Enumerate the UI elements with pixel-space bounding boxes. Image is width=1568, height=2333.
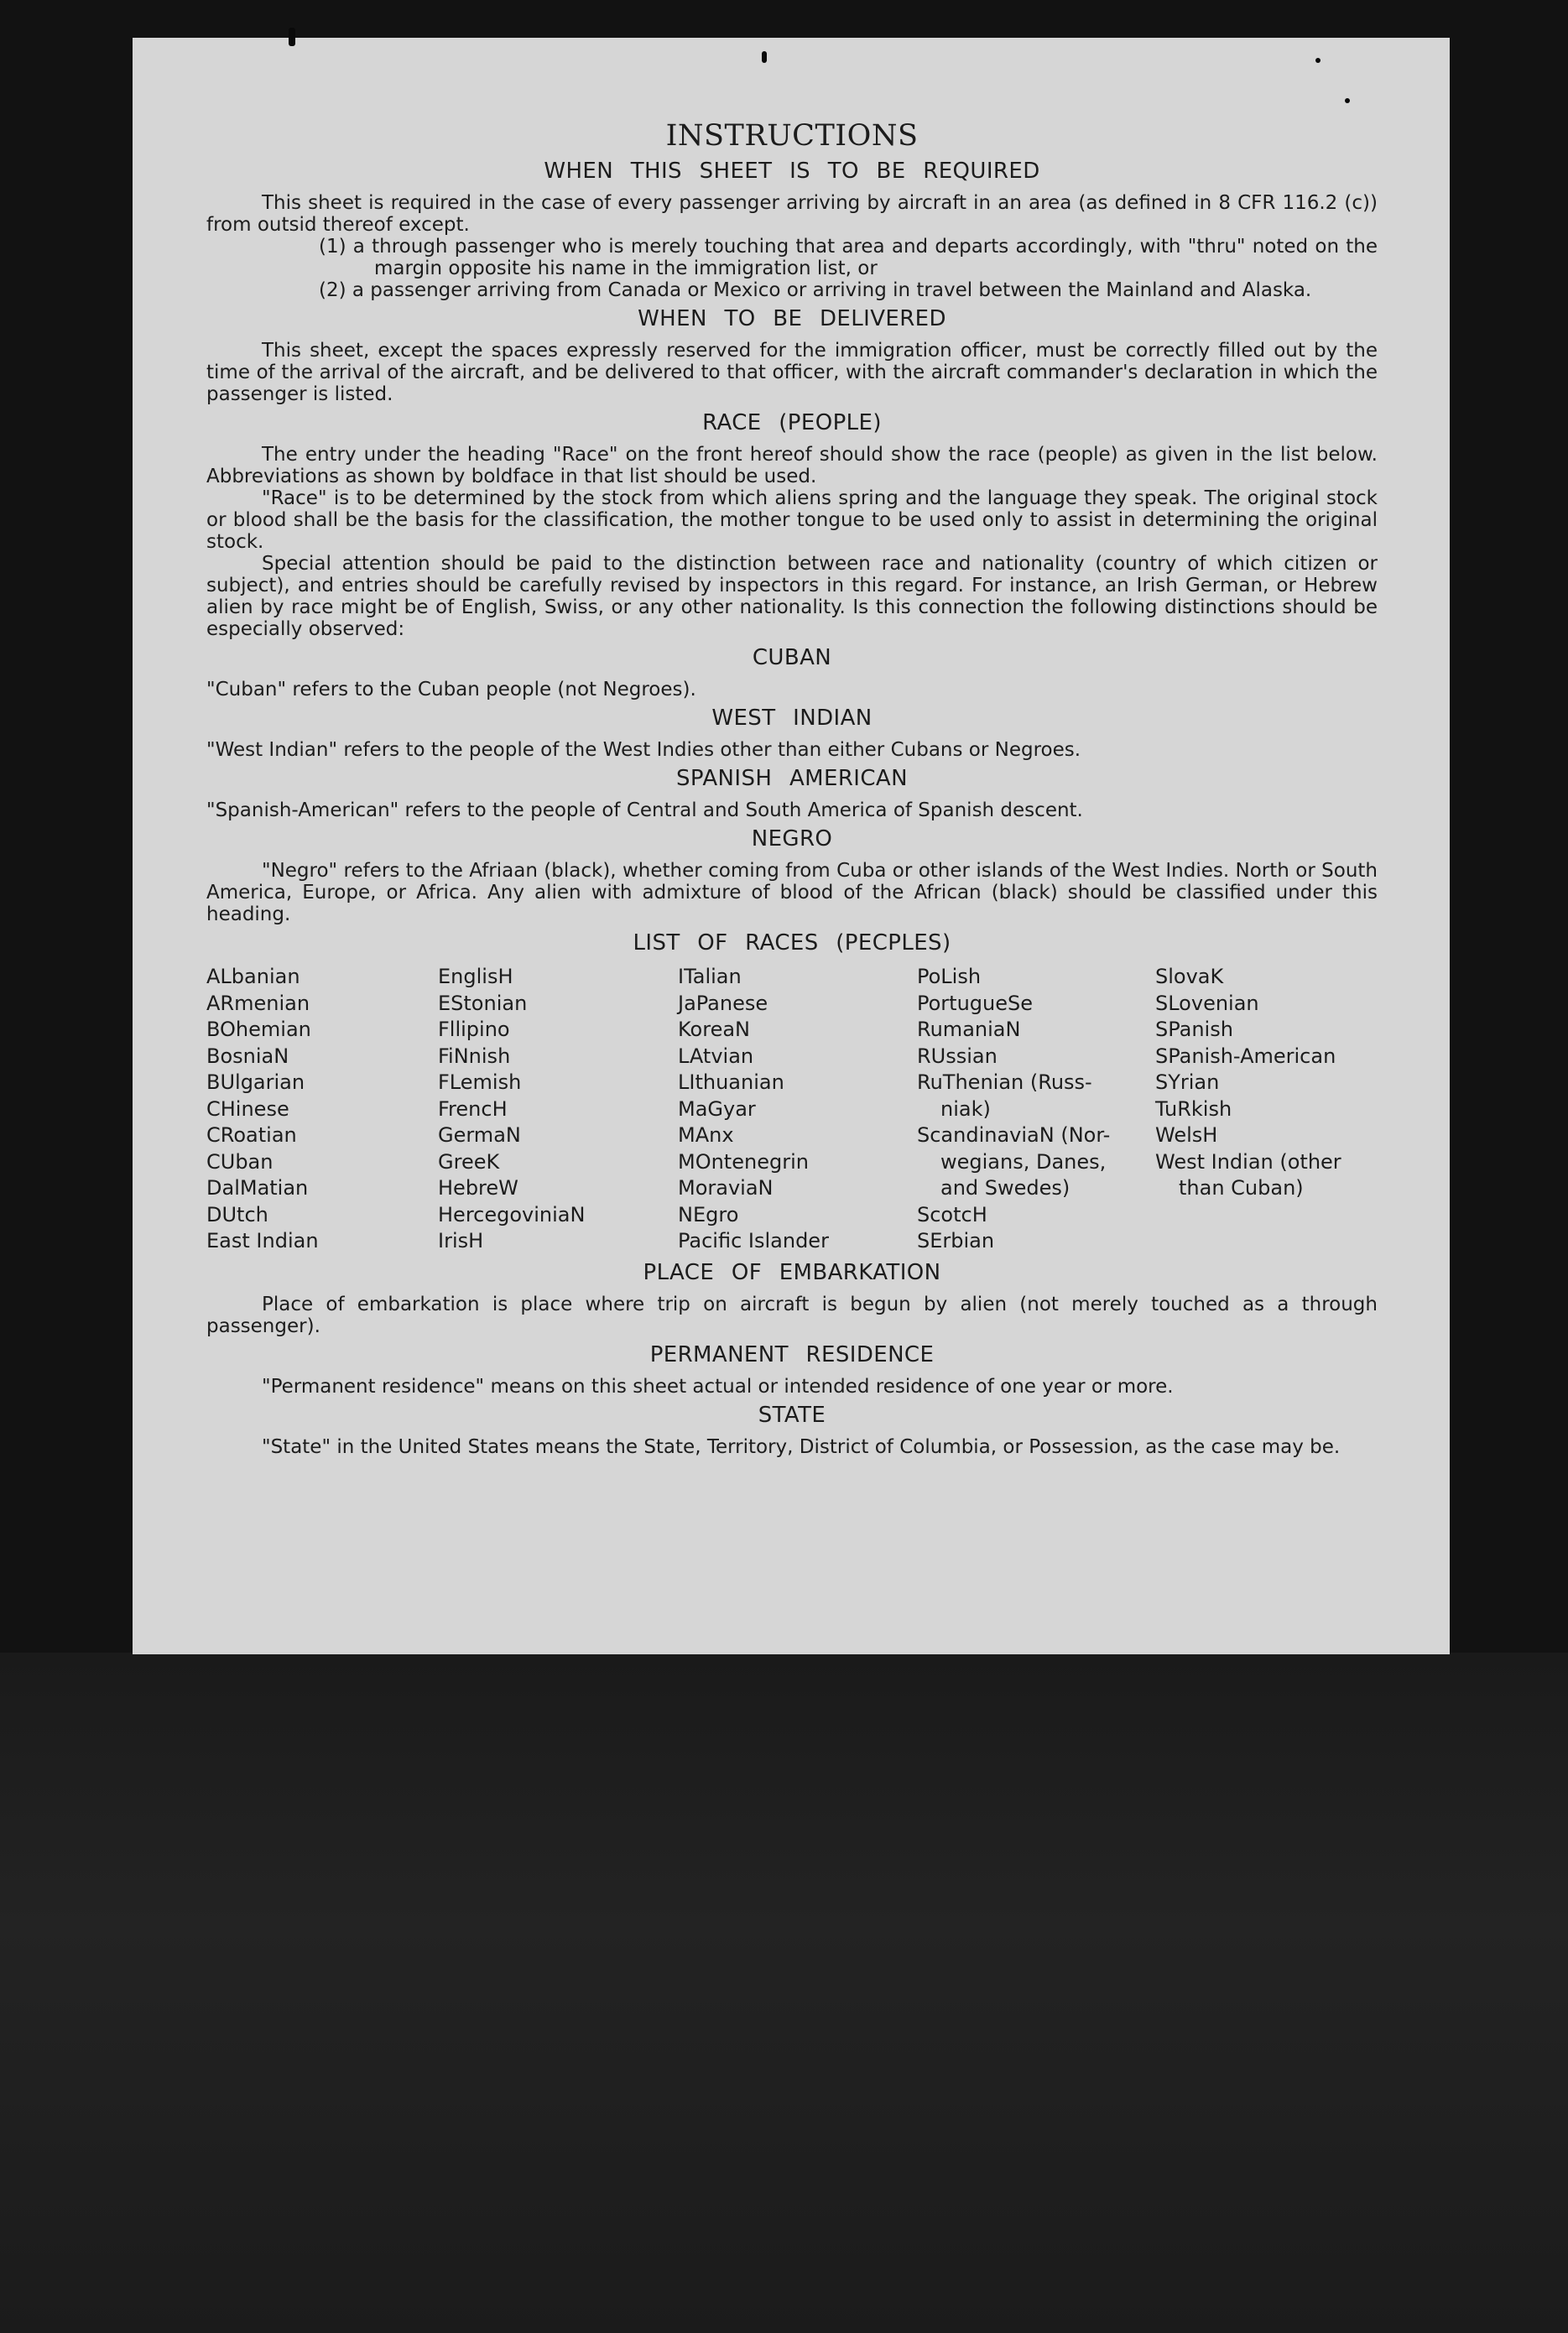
race-entry: SlovaK: [1155, 965, 1224, 988]
race-entry: GreeK: [438, 1149, 500, 1174]
race-entry: EStonian: [438, 991, 528, 1015]
instruction-sheet: [133, 38, 1450, 1654]
race-entry: WelsH: [1155, 1123, 1218, 1147]
paragraph-permanent-residence: "Permanent residence" means on this sheet actual or intended residence of one year or more.: [262, 1375, 1174, 1398]
race-entry: SYrian: [1155, 1070, 1220, 1094]
race-entry: DUtch: [206, 1202, 268, 1226]
heading-spanish-american: SPANISH AMERICAN: [676, 766, 908, 791]
race-entry: CHinese: [206, 1096, 289, 1121]
race-entry: FiNnish: [438, 1044, 511, 1068]
race-entry: JaPanese: [678, 991, 768, 1015]
heading-when-delivered: WHEN TO BE DELIVERED: [638, 306, 946, 331]
scan-speck: [1315, 58, 1321, 63]
race-entry: MaGyar: [678, 1096, 756, 1121]
race-entry: IrisH: [438, 1229, 484, 1252]
paragraph-west-indian: "West Indian" refers to the people of the West Indies other than either Cubans or Negroes.: [206, 739, 1081, 761]
race-entry: MAnx: [678, 1123, 734, 1147]
paragraph-state: "State" in the United States means the State, Territory, District of Columbia, or Possession, as the case may be.: [262, 1435, 1341, 1458]
race-entry: West Indian (other: [1155, 1149, 1341, 1174]
race-entry: East Indian: [206, 1229, 319, 1252]
race-entry: ALbanian: [206, 965, 300, 988]
heading-west-indian: WEST INDIAN: [711, 706, 873, 731]
paragraph-race-1: The entry under the heading "Race" on the front hereof should show the race (people) as given in the list below. Abbreviations as shown by boldface in that list should be used.: [206, 444, 1378, 487]
heading-race: RACE (PEOPLE): [702, 410, 882, 435]
heading-cuban: CUBAN: [752, 645, 832, 670]
heading-embarkation: PLACE OF EMBARKATION: [643, 1259, 941, 1285]
race-entry: FLemish: [438, 1070, 522, 1094]
page-title: INSTRUCTIONS: [665, 119, 919, 153]
race-entry: NEgro: [678, 1202, 739, 1226]
race-entry: GermaN: [438, 1123, 521, 1147]
paragraph-when-required: This sheet is required in the case of every passenger arriving by aircraft in an area (as defined in 8 CFR 116.2 (c)) from outsid thereof except.: [206, 192, 1378, 236]
race-entry: SPanish-American: [1155, 1044, 1336, 1068]
race-entry: LAtvian: [678, 1044, 754, 1068]
race-entry: SErbian: [917, 1229, 995, 1252]
race-entry: BOhemian: [206, 1018, 311, 1041]
exception-item-1: (1) a through passenger who is merely touching that area and departs accordingly, with "thru" noted on the margin opposite his name in the immigration list, or: [319, 236, 1378, 279]
heading-permanent-residence: PERMANENT RESIDENCE: [649, 1341, 935, 1367]
race-entry: HercegoviniaN: [438, 1202, 586, 1226]
paragraph-cuban: "Cuban" refers to the Cuban people (not Negroes).: [206, 679, 696, 700]
paragraph-embarkation: Place of embarkation is place where trip on aircraft is begun by alien (not merely touched as a through passenger).: [206, 1293, 1378, 1337]
race-entry-continued: niak): [940, 1096, 991, 1121]
race-entry: RuThenian (Russ-: [917, 1070, 1092, 1094]
race-entry-continued: wegians, Danes,: [940, 1149, 1107, 1174]
race-column-2: [438, 964, 678, 1255]
race-column-5: [1155, 964, 1373, 1255]
race-entry: Fllipino: [438, 1018, 510, 1041]
race-column-3: [678, 964, 917, 1255]
paragraph-spanish-american: "Spanish-American" refers to the people of Central and South America of Spanish descent.: [206, 799, 1083, 821]
race-entry: CUban: [206, 1149, 273, 1174]
scan-speck: [1345, 98, 1350, 103]
race-entry-continued: than Cuban): [1179, 1176, 1304, 1200]
heading-state: STATE: [758, 1402, 826, 1428]
race-entry: DalMatian: [206, 1176, 309, 1200]
scan-speck: [762, 51, 767, 63]
race-entry: ScotcH: [917, 1202, 987, 1226]
paragraph-race-3: Special attention should be paid to the distinction between race and nationality (country of which citizen or subject), and entries should be carefully revised by inspectors in this regard. For instance, an Irish German, or Hebrew alien by race might be of English, Swiss, or any other nationality. Is this connection the following distinctions should be especially observed:: [206, 553, 1378, 640]
race-entry: TuRkish: [1155, 1096, 1232, 1121]
heading-when-required: WHEN THIS SHEET IS TO BE REQUIRED: [544, 159, 1040, 184]
race-entry: BosniaN: [206, 1044, 289, 1068]
paragraph-negro: "Negro" refers to the Afriaan (black), whether coming from Cuba or other islands of the West Indies. North or South America, Europe, or Africa. Any alien with admixture of blood of the African (black) should be classified under this heading.: [206, 860, 1378, 925]
race-entry: PortugueSe: [917, 991, 1033, 1015]
race-entry: Pacific Islander: [678, 1229, 829, 1252]
race-column-4: [917, 964, 1155, 1255]
race-entry: KoreaN: [678, 1018, 750, 1041]
race-column-1: [206, 964, 438, 1255]
heading-list-of-races: LIST OF RACES (PECPLES): [633, 930, 951, 956]
race-entry: EnglisH: [438, 965, 513, 988]
exception-item-2: (2) a passenger arriving from Canada or Mexico or arriving in travel between the Mainland and Alaska.: [319, 279, 1312, 301]
race-entry: RUssian: [917, 1044, 998, 1068]
race-entry: ARmenian: [206, 991, 310, 1015]
race-entry: MOntenegrin: [678, 1149, 809, 1174]
paragraph-when-delivered: This sheet, except the spaces expressly reserved for the immigration officer, must be correctly filled out by the time of the arrival of the aircraft, and be delivered to that officer, with the aircraft commander's declaration in which the passenger is listed.: [206, 340, 1378, 405]
race-entry: RumaniaN: [917, 1018, 1021, 1041]
race-entry: CRoatian: [206, 1123, 297, 1147]
heading-negro: NEGRO: [751, 826, 833, 851]
race-entry: PoLish: [917, 965, 982, 988]
race-entry-continued: and Swedes): [940, 1176, 1071, 1200]
scan-speck: [289, 28, 295, 46]
race-entry: SPanish: [1155, 1018, 1233, 1041]
race-entry: SLovenian: [1155, 991, 1259, 1015]
race-entry: LIthuanian: [678, 1070, 784, 1094]
race-entry: BUlgarian: [206, 1070, 305, 1094]
race-entry: HebreW: [438, 1176, 518, 1200]
paragraph-race-2: "Race" is to be determined by the stock from which aliens spring and the language they speak. The original stock or blood shall be the basis for the classification, the mother tongue to be used only to assist in determining the original stock.: [206, 487, 1378, 553]
scan-background: [0, 1653, 1568, 2333]
race-entry: ScandinaviaN (Nor-: [917, 1123, 1111, 1147]
race-entry: FrencH: [438, 1096, 508, 1121]
race-entry: MoraviaN: [678, 1176, 774, 1200]
race-list: [206, 964, 1378, 1255]
race-entry: ITalian: [678, 965, 742, 988]
